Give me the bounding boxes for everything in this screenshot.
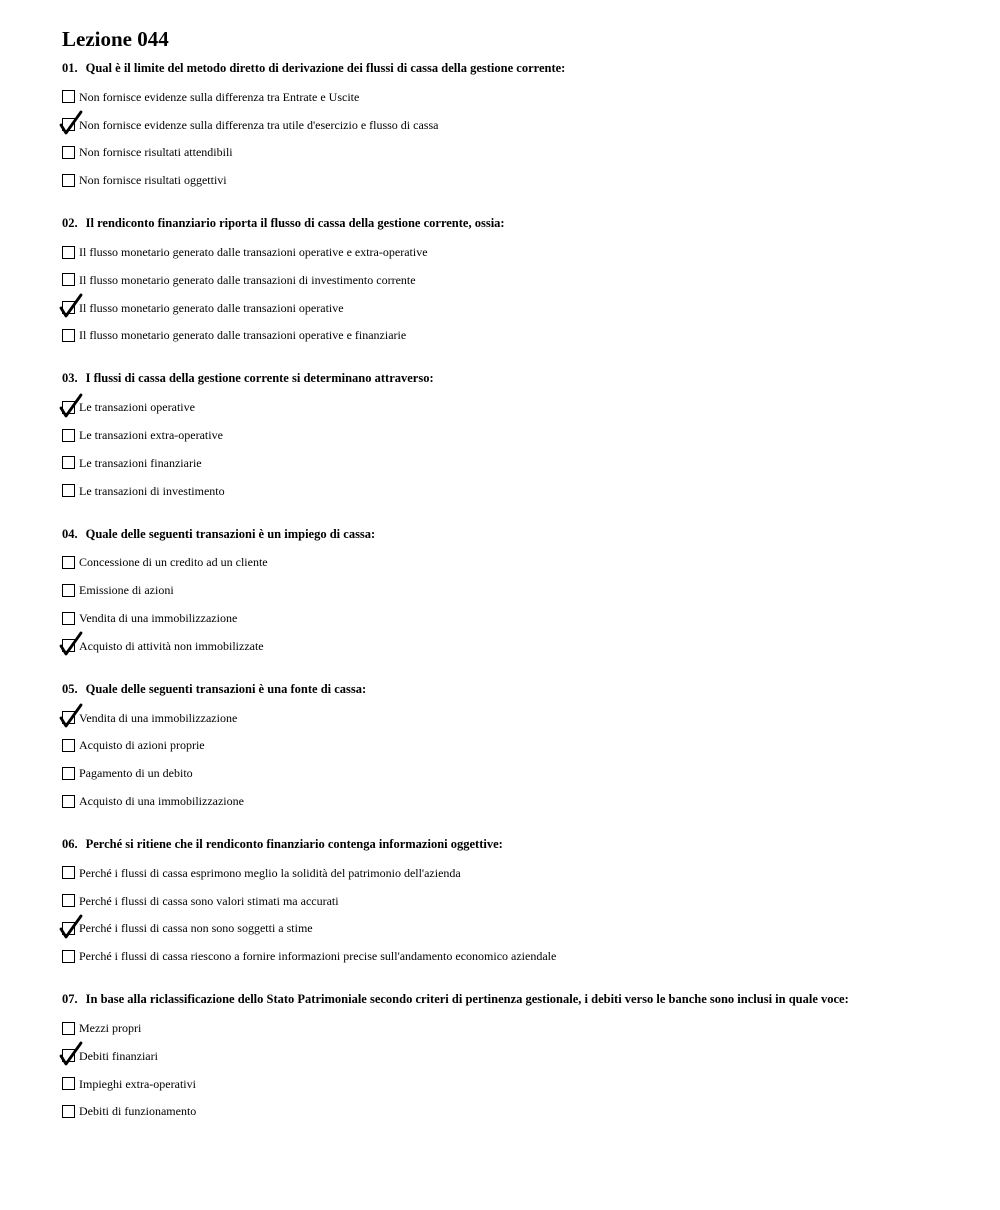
answer-label: Acquisto di una immobilizzazione bbox=[79, 794, 244, 809]
answer-option[interactable] bbox=[62, 576, 982, 604]
answer-checkbox[interactable] bbox=[62, 273, 75, 286]
answer-checkbox[interactable] bbox=[62, 246, 75, 259]
answer-checkbox[interactable] bbox=[62, 1022, 75, 1035]
answer-option[interactable] bbox=[62, 238, 982, 266]
question-body: Qual è il limite del metodo diretto di derivazione dei flussi di cassa della gestione corrente: bbox=[85, 61, 566, 75]
answer-checkbox[interactable] bbox=[62, 612, 75, 625]
answer-checkbox[interactable] bbox=[62, 711, 75, 724]
answer-option-selected[interactable] bbox=[62, 294, 982, 322]
question-body: Il rendiconto finanziario riporta il flusso di cassa della gestione corrente, ossia: bbox=[85, 216, 505, 231]
answer-checkbox[interactable] bbox=[62, 401, 75, 414]
question-number: 07. bbox=[62, 992, 78, 1007]
answer-label: Perché i flussi di cassa esprimono meglio la solidità del patrimonio dell'azienda bbox=[79, 865, 461, 880]
answer-checkbox[interactable] bbox=[62, 556, 75, 569]
answer-checkbox[interactable] bbox=[62, 922, 75, 935]
question-number: 04. bbox=[62, 526, 78, 541]
answer-label: Non fornisce evidenze sulla differenza tra Entrate e Uscite bbox=[79, 89, 360, 104]
answer-checkbox[interactable] bbox=[62, 795, 75, 808]
answer-option[interactable] bbox=[62, 322, 982, 350]
answer-option[interactable] bbox=[62, 759, 982, 787]
answer-option[interactable] bbox=[62, 1098, 982, 1126]
answer-label: Il flusso monetario generato dalle transazioni operative bbox=[79, 300, 344, 315]
question-01 bbox=[62, 53, 982, 194]
question-06 bbox=[62, 829, 982, 970]
answer-label: Vendita di una immobilizzazione bbox=[79, 611, 238, 626]
lesson-page bbox=[62, 25, 982, 1125]
answer-option-selected[interactable] bbox=[62, 915, 982, 943]
option-list bbox=[62, 238, 982, 349]
answer-option[interactable] bbox=[62, 166, 982, 194]
question-text bbox=[62, 674, 982, 704]
answer-label: Impieghi extra-operativi bbox=[79, 1076, 196, 1091]
answer-option[interactable] bbox=[62, 266, 982, 294]
answer-checkbox[interactable] bbox=[62, 584, 75, 597]
answer-label: Mezzi propri bbox=[79, 1021, 142, 1036]
answer-label: Non fornisce risultati oggettivi bbox=[79, 173, 227, 188]
answer-checkbox[interactable] bbox=[62, 639, 75, 652]
answer-checkbox[interactable] bbox=[62, 894, 75, 907]
question-text bbox=[62, 208, 982, 238]
option-list bbox=[62, 859, 982, 970]
option-list bbox=[62, 549, 982, 660]
question-text bbox=[62, 53, 982, 83]
option-list bbox=[62, 1014, 982, 1125]
lesson-title: Lezione 044 bbox=[62, 27, 169, 51]
question-number: 05. bbox=[62, 681, 78, 696]
question-text bbox=[62, 363, 982, 393]
answer-checkbox[interactable] bbox=[62, 90, 75, 103]
option-list bbox=[62, 704, 982, 815]
answer-checkbox[interactable] bbox=[62, 174, 75, 187]
answer-label: Debiti finanziari bbox=[79, 1048, 158, 1063]
answer-checkbox[interactable] bbox=[62, 1077, 75, 1090]
question-02 bbox=[62, 208, 982, 349]
answer-option[interactable] bbox=[62, 421, 982, 449]
answer-checkbox[interactable] bbox=[62, 146, 75, 159]
answer-option-selected[interactable] bbox=[62, 1042, 982, 1070]
question-body: I flussi di cassa della gestione corrente si determinano attraverso: bbox=[85, 371, 434, 386]
answer-label: Pagamento di un debito bbox=[79, 766, 193, 781]
question-05 bbox=[62, 674, 982, 815]
question-text bbox=[62, 829, 982, 859]
answer-checkbox[interactable] bbox=[62, 429, 75, 442]
answer-option[interactable] bbox=[62, 732, 982, 760]
answer-checkbox[interactable] bbox=[62, 1105, 75, 1118]
answer-label: Le transazioni di investimento bbox=[79, 483, 225, 498]
answer-label: Concessione di un credito ad un cliente bbox=[79, 555, 268, 570]
answer-option[interactable] bbox=[62, 887, 982, 915]
answer-option[interactable] bbox=[62, 942, 982, 970]
answer-checkbox[interactable] bbox=[62, 1049, 75, 1062]
question-body: Perché si ritiene che il rendiconto finanziario contenga informazioni oggettive: bbox=[85, 836, 503, 851]
question-03 bbox=[62, 363, 982, 504]
question-04 bbox=[62, 519, 982, 660]
answer-option[interactable] bbox=[62, 859, 982, 887]
answer-label: Il flusso monetario generato dalle transazioni operative e extra-operative bbox=[79, 245, 428, 260]
answer-option[interactable] bbox=[62, 1070, 982, 1098]
answer-label: Il flusso monetario generato dalle transazioni di investimento corrente bbox=[79, 272, 416, 287]
answer-label: Perché i flussi di cassa riescono a fornire informazioni precise sull'andamento economico aziendale bbox=[79, 949, 557, 964]
answer-label: Non fornisce evidenze sulla differenza tra utile d'esercizio e flusso di cassa bbox=[79, 117, 439, 132]
answer-option-selected[interactable] bbox=[62, 704, 982, 732]
answer-label: Non fornisce risultati attendibili bbox=[79, 145, 233, 160]
question-body: Quale delle seguenti transazioni è un impiego di cassa: bbox=[85, 526, 376, 541]
answer-checkbox[interactable] bbox=[62, 866, 75, 879]
answer-checkbox[interactable] bbox=[62, 950, 75, 963]
question-number: 03. bbox=[62, 371, 78, 386]
answer-option-selected[interactable] bbox=[62, 393, 982, 421]
answer-checkbox[interactable] bbox=[62, 118, 75, 131]
answer-option[interactable] bbox=[62, 477, 982, 505]
answer-option[interactable] bbox=[62, 787, 982, 815]
question-text bbox=[62, 519, 982, 549]
answer-label: Le transazioni extra-operative bbox=[79, 428, 223, 443]
answer-checkbox[interactable] bbox=[62, 484, 75, 497]
question-number: 02. bbox=[62, 216, 78, 231]
answer-label: Acquisto di azioni proprie bbox=[79, 738, 205, 753]
question-body: In base alla riclassificazione dello Stato Patrimoniale secondo criteri di pertinenza gestionale, i debiti verso le banche sono inclusi in quale voce: bbox=[85, 992, 849, 1007]
answer-checkbox[interactable] bbox=[62, 767, 75, 780]
answer-option[interactable] bbox=[62, 83, 982, 111]
answer-label: Debiti di funzionamento bbox=[79, 1104, 197, 1119]
answer-checkbox[interactable] bbox=[62, 739, 75, 752]
answer-checkbox[interactable] bbox=[62, 301, 75, 314]
option-list bbox=[62, 83, 982, 194]
answer-option[interactable] bbox=[62, 604, 982, 632]
question-number: 01. bbox=[62, 61, 78, 75]
question-list bbox=[62, 53, 982, 1125]
answer-checkbox[interactable] bbox=[62, 456, 75, 469]
answer-option[interactable] bbox=[62, 139, 982, 167]
answer-option[interactable] bbox=[62, 549, 982, 577]
question-body: Quale delle seguenti transazioni è una fonte di cassa: bbox=[85, 681, 367, 696]
answer-checkbox[interactable] bbox=[62, 329, 75, 342]
question-number: 06. bbox=[62, 836, 78, 851]
answer-label: Perché i flussi di cassa sono valori stimati ma accurati bbox=[79, 893, 339, 908]
answer-label: Le transazioni finanziarie bbox=[79, 455, 202, 470]
answer-label: Acquisto di attività non immobilizzate bbox=[79, 638, 264, 653]
answer-label: Perché i flussi di cassa non sono soggetti a stime bbox=[79, 921, 313, 936]
answer-option[interactable] bbox=[62, 1014, 982, 1042]
answer-label: Vendita di una immobilizzazione bbox=[79, 710, 238, 725]
question-07 bbox=[62, 984, 982, 1125]
question-text bbox=[62, 984, 982, 1014]
answer-label: Le transazioni operative bbox=[79, 400, 195, 415]
answer-label: Emissione di azioni bbox=[79, 583, 174, 598]
answer-option-selected[interactable] bbox=[62, 111, 982, 139]
answer-option-selected[interactable] bbox=[62, 632, 982, 660]
answer-label: Il flusso monetario generato dalle transazioni operative e finanziarie bbox=[79, 328, 407, 343]
answer-option[interactable] bbox=[62, 449, 982, 477]
option-list bbox=[62, 393, 982, 504]
